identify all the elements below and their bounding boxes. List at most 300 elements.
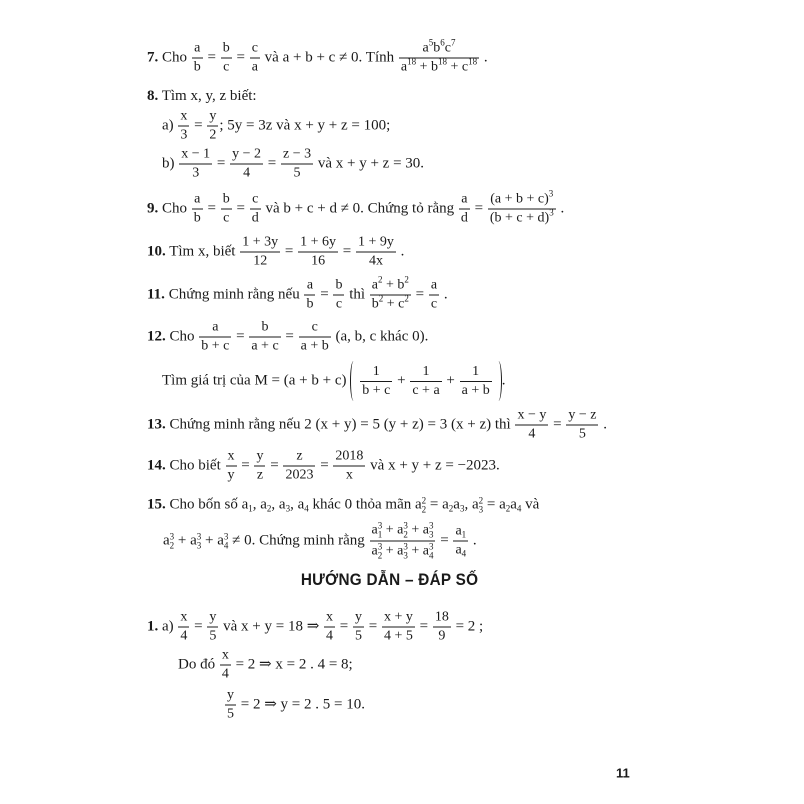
numerator — [283, 449, 315, 467]
item-number: 15. — [147, 496, 166, 513]
math-text: = — [203, 49, 220, 66]
math-text: . — [501, 372, 506, 389]
denominator — [226, 467, 237, 484]
math-text: = — [415, 618, 432, 635]
math-text: c — [252, 191, 259, 207]
subscript: 3 — [459, 503, 465, 514]
math-text: = — [203, 200, 220, 217]
fraction — [370, 274, 411, 313]
math-text: x — [221, 647, 229, 663]
math-text: + c — [446, 59, 469, 75]
numerator — [199, 320, 231, 338]
math-text: a — [194, 40, 201, 56]
math-text: (a, b, c khác 0). — [331, 328, 429, 345]
math-text: + a — [382, 543, 404, 559]
subscript: 2 — [169, 540, 175, 551]
math-text: z — [256, 467, 264, 483]
math-text: 4 — [221, 666, 229, 682]
denominator — [515, 426, 548, 443]
math-text: 5 — [227, 706, 234, 722]
denominator — [207, 628, 218, 645]
math-text: = — [436, 532, 453, 549]
denominator — [429, 296, 439, 313]
denominator — [199, 338, 231, 355]
math-text: (b + c + d) — [489, 210, 550, 226]
denominator — [488, 207, 556, 227]
subscript: 4 — [428, 550, 434, 561]
denominator — [230, 165, 263, 182]
math-text: Do đó — [178, 656, 219, 673]
denominator — [178, 127, 189, 144]
math-text: = — [213, 155, 230, 172]
math-text: 4 — [180, 628, 188, 644]
math-text: 5 — [209, 628, 217, 644]
fraction — [459, 192, 470, 227]
math-text: b — [193, 210, 201, 226]
exercise-8-title — [147, 87, 257, 105]
math-text: Cho — [158, 200, 191, 217]
superscript: 2 — [404, 293, 409, 304]
math-text: y − 2 — [232, 146, 262, 162]
math-text: + b — [382, 277, 405, 293]
numerator — [566, 408, 598, 426]
superscript: 18 — [437, 56, 447, 67]
numerator — [179, 147, 212, 165]
subscript: 2 — [403, 529, 408, 540]
superscript: 3 — [403, 541, 408, 552]
superscript: 3 — [403, 520, 408, 531]
fraction — [225, 688, 236, 723]
fraction — [178, 109, 189, 144]
math-text: + c — [383, 296, 405, 312]
math-text: a — [371, 277, 378, 293]
answer-1a-y — [224, 688, 365, 723]
subscript: 2 — [266, 503, 272, 514]
denominator — [254, 467, 265, 484]
math-text: b + c — [201, 338, 230, 354]
math-text: Chứng minh rằng nếu — [164, 286, 304, 303]
math-text: Tìm x, biết — [165, 243, 240, 260]
math-text: . — [599, 416, 607, 433]
math-text: và x + y + z = −2023. — [366, 457, 500, 474]
math-text: y — [355, 609, 362, 625]
math-text: 1 — [472, 363, 480, 379]
math-text: ≠ 0. Chứng minh rằng — [228, 532, 369, 549]
numerator — [429, 278, 439, 296]
fraction — [566, 408, 598, 443]
fraction — [488, 188, 556, 227]
fraction — [433, 610, 451, 645]
math-text: = — [281, 243, 298, 260]
subscript: 4 — [223, 540, 229, 551]
item-number: 14. — [147, 457, 166, 474]
math-text: z — [296, 448, 303, 464]
fraction — [360, 364, 392, 399]
math-text: và x + y = 18 ⇒ — [219, 618, 324, 635]
superscript: 3 — [549, 207, 554, 218]
subscript: 1 — [248, 503, 253, 514]
fraction — [220, 648, 231, 683]
math-text: = — [336, 618, 352, 635]
math-text: a — [251, 59, 258, 75]
numerator — [192, 192, 203, 210]
numerator — [460, 364, 492, 382]
fraction — [250, 192, 261, 227]
item-number: 7. — [147, 49, 159, 66]
math-text: . — [480, 49, 488, 66]
fraction — [333, 449, 365, 484]
fraction — [382, 610, 415, 645]
math-text: = a — [426, 496, 449, 513]
math-text: a — [194, 191, 201, 207]
math-text: c — [335, 296, 343, 312]
math-text: c — [223, 210, 230, 226]
fraction — [515, 408, 548, 443]
math-text: . — [396, 243, 405, 260]
numerator — [178, 109, 189, 127]
superscript: 3 — [169, 531, 175, 542]
math-text: x − y — [517, 407, 547, 423]
sub-superscript — [429, 543, 434, 561]
denominator — [333, 296, 344, 313]
numerator — [333, 449, 365, 467]
math-text: y — [209, 609, 217, 625]
exercise-9 — [147, 188, 565, 227]
math-text: 4x — [368, 253, 383, 269]
fraction — [283, 449, 315, 484]
fraction — [250, 41, 260, 76]
math-text: ; 5y = 3z và x + y + z = 100; — [219, 117, 391, 134]
numerator — [221, 41, 232, 59]
math-text: + a — [201, 532, 224, 549]
fraction — [333, 278, 344, 313]
math-text: và b + c + d ≠ 0. Chứng tỏ rằng — [261, 200, 458, 217]
math-text: 1 — [372, 363, 380, 379]
math-text: c — [430, 296, 438, 312]
superscript: 5 — [428, 37, 434, 48]
denominator — [382, 628, 415, 645]
math-text: 9 — [438, 628, 446, 644]
math-text: a — [163, 532, 170, 549]
math-text: Cho biết — [165, 457, 225, 474]
denominator — [566, 426, 598, 443]
math-text: = — [232, 200, 249, 217]
subscript: 3 — [285, 503, 291, 514]
exercise-14 — [147, 449, 500, 484]
superscript: 3 — [428, 520, 434, 531]
math-text: 1 + 9y — [357, 234, 394, 250]
fraction — [304, 278, 315, 313]
fraction — [192, 192, 203, 227]
math-text: , a — [271, 496, 286, 513]
fraction — [221, 192, 232, 227]
math-text: y − z — [568, 407, 597, 423]
superscript: 7 — [450, 37, 456, 48]
numerator — [360, 364, 392, 382]
denominator — [225, 706, 236, 723]
fraction — [453, 524, 468, 559]
math-text: a — [453, 496, 460, 513]
math-text: c — [444, 40, 451, 56]
math-text: y — [209, 108, 217, 124]
math-text: x + y — [383, 609, 413, 625]
math-text: b — [261, 319, 269, 335]
numerator — [281, 147, 313, 165]
left-parenthesis-shape — [350, 361, 357, 401]
math-text: b) — [162, 155, 179, 172]
fraction — [429, 278, 439, 313]
numerator — [453, 524, 468, 542]
subscript: 3 — [478, 504, 484, 515]
math-text: x — [345, 467, 353, 483]
exercise-13 — [147, 408, 607, 443]
answer-1a-x — [178, 648, 353, 683]
exercise-15 — [147, 496, 539, 515]
numerator — [433, 610, 451, 628]
numerator — [250, 41, 260, 59]
denominator — [399, 56, 479, 76]
fraction — [249, 320, 280, 355]
denominator — [460, 382, 492, 399]
math-text: x — [227, 448, 235, 464]
fraction — [298, 235, 338, 270]
math-text: . — [556, 200, 565, 217]
subscript: 1 — [377, 529, 383, 540]
numerator — [225, 688, 236, 706]
math-text: a — [371, 543, 378, 559]
math-text: Tìm x, y, z biết: — [158, 88, 257, 104]
fraction — [353, 610, 364, 645]
math-text: b + c — [362, 382, 391, 398]
sub-superscript — [429, 522, 434, 540]
denominator — [250, 210, 261, 227]
answer-1a — [147, 610, 483, 645]
math-text: , a — [464, 496, 479, 513]
numerator — [249, 320, 280, 338]
math-text: = — [190, 618, 207, 635]
math-text: 5 — [578, 426, 586, 442]
numerator — [333, 278, 344, 296]
exercise-12-task — [162, 361, 505, 401]
math-text: 5 — [293, 165, 301, 181]
denominator — [356, 253, 396, 270]
math-text: = — [281, 328, 298, 345]
fraction — [281, 147, 313, 182]
subscript: 2 — [505, 503, 511, 514]
fraction — [230, 147, 263, 182]
math-text: = — [339, 243, 355, 260]
math-text: , a — [290, 496, 305, 513]
numerator — [220, 648, 231, 666]
denominator — [304, 296, 315, 313]
math-text: a) — [162, 117, 178, 134]
superscript: 2 — [478, 495, 484, 506]
denominator — [298, 253, 338, 270]
denominator — [221, 210, 232, 227]
math-text: a — [422, 40, 429, 56]
numerator — [488, 188, 556, 210]
math-text: a — [306, 277, 314, 293]
denominator — [250, 59, 260, 76]
fraction — [221, 41, 232, 76]
math-text: 4 — [326, 628, 334, 644]
numerator — [356, 235, 396, 253]
math-text: 2 — [209, 127, 217, 143]
math-text: a + c — [251, 338, 279, 354]
superscript: 2 — [378, 293, 384, 304]
fraction — [370, 522, 436, 561]
denominator — [281, 165, 313, 182]
fraction — [324, 610, 335, 645]
subscript: 3 — [428, 529, 434, 540]
math-text: d — [460, 210, 468, 226]
denominator — [299, 338, 331, 355]
denominator — [410, 382, 441, 399]
math-text: 18 — [434, 609, 449, 625]
subscript: 4 — [516, 503, 522, 514]
math-text: , a — [252, 496, 267, 513]
exercise-11 — [147, 274, 448, 313]
math-text: + a — [382, 522, 404, 538]
denominator — [453, 542, 468, 559]
denominator — [221, 59, 232, 76]
fraction — [410, 364, 441, 399]
math-text: 4 — [243, 165, 251, 181]
item-number: 13. — [147, 416, 166, 433]
numerator — [299, 320, 331, 338]
math-text: = — [316, 286, 333, 303]
fraction — [207, 610, 218, 645]
math-text: y — [256, 448, 264, 464]
numerator — [226, 449, 237, 467]
denominator — [324, 628, 335, 645]
math-text: + b — [416, 59, 438, 75]
math-text: = — [266, 457, 283, 474]
math-text: Tìm giá trị của M = (a + b + c) — [162, 372, 351, 389]
math-text: = — [264, 155, 280, 172]
math-text: b — [306, 296, 314, 312]
numerator — [207, 109, 218, 127]
numerator — [254, 449, 265, 467]
numerator — [304, 278, 315, 296]
numerator — [410, 364, 441, 382]
math-text: 12 — [253, 253, 268, 269]
numerator — [192, 41, 203, 59]
numerator — [240, 235, 280, 253]
math-text: 3 — [192, 165, 200, 181]
fraction — [178, 610, 189, 645]
fraction — [179, 147, 212, 182]
numerator — [370, 522, 436, 542]
math-text: = — [549, 416, 566, 433]
math-text: Chứng minh rằng nếu 2 (x + y) = 5 (y + z) = 3 (x + z) thì — [165, 416, 515, 433]
item-number: 11. — [147, 286, 165, 303]
math-text: + a — [174, 532, 197, 549]
exercise-8b — [162, 147, 424, 182]
math-text: c + a — [412, 382, 440, 398]
denominator — [370, 293, 411, 313]
math-text: + a — [407, 543, 429, 559]
math-text: = — [316, 457, 333, 474]
superscript: 3 — [223, 531, 229, 542]
denominator — [283, 467, 315, 484]
subscript: 1 — [461, 529, 467, 540]
item-number: 12. — [147, 328, 166, 345]
subscript: 4 — [461, 548, 467, 559]
superscript: 6 — [440, 37, 445, 48]
denominator — [360, 382, 392, 399]
numerator — [221, 192, 232, 210]
math-text: c — [251, 40, 258, 56]
math-text: z − 3 — [283, 146, 312, 162]
numerator — [382, 610, 415, 628]
exercise-10 — [147, 235, 404, 270]
subscript: 3 — [196, 540, 202, 551]
math-text: = — [190, 117, 207, 134]
math-text: (a + b + c) — [490, 191, 549, 207]
numerator — [178, 610, 189, 628]
numerator — [459, 192, 470, 210]
math-text: = a — [483, 496, 506, 513]
numerator — [250, 192, 261, 210]
math-text: = — [411, 286, 428, 303]
denominator — [459, 210, 470, 227]
numerator — [353, 610, 364, 628]
fraction — [240, 235, 280, 270]
superscript: 2 — [404, 274, 409, 285]
math-text: b — [335, 277, 343, 293]
big-parentheses — [350, 361, 501, 401]
math-text: x − 1 — [181, 146, 211, 162]
math-text: a + b — [300, 338, 329, 354]
answers-heading — [0, 570, 780, 590]
subscript: 2 — [448, 503, 454, 514]
math-text: b — [222, 40, 230, 56]
denominator — [220, 666, 231, 683]
item-number: 9. — [147, 200, 159, 217]
denominator — [192, 210, 203, 227]
math-text: a — [455, 523, 462, 539]
subscript: 2 — [421, 504, 427, 515]
math-text: + — [442, 372, 459, 389]
fraction — [207, 109, 218, 144]
right-parenthesis-shape — [495, 361, 502, 401]
math-text: y — [227, 687, 234, 703]
math-text: và — [521, 496, 540, 513]
denominator — [433, 628, 451, 645]
fraction — [460, 364, 492, 399]
math-text: 16 — [311, 253, 326, 269]
math-text: và a + b + c ≠ 0. Tính — [260, 49, 398, 66]
superscript: 18 — [407, 56, 417, 67]
exercise-7 — [147, 37, 488, 76]
math-text: 1 — [422, 363, 430, 379]
superscript: 2 — [421, 495, 427, 506]
math-text: b — [193, 59, 201, 75]
subscript: 2 — [377, 550, 383, 561]
math-text: a + b — [461, 382, 490, 398]
math-text: = 2 ⇒ y = 2 . 5 = 10. — [237, 696, 365, 713]
math-text: và x + y + z = 30. — [314, 155, 425, 172]
page-number: 11 — [616, 765, 630, 781]
math-text: khác 0 thỏa mãn a — [308, 496, 422, 513]
denominator — [249, 338, 280, 355]
math-text: 3 — [180, 127, 188, 143]
superscript: 3 — [428, 541, 434, 552]
superscript: 2 — [378, 274, 383, 285]
exercise-8a — [162, 109, 390, 144]
denominator — [353, 628, 364, 645]
